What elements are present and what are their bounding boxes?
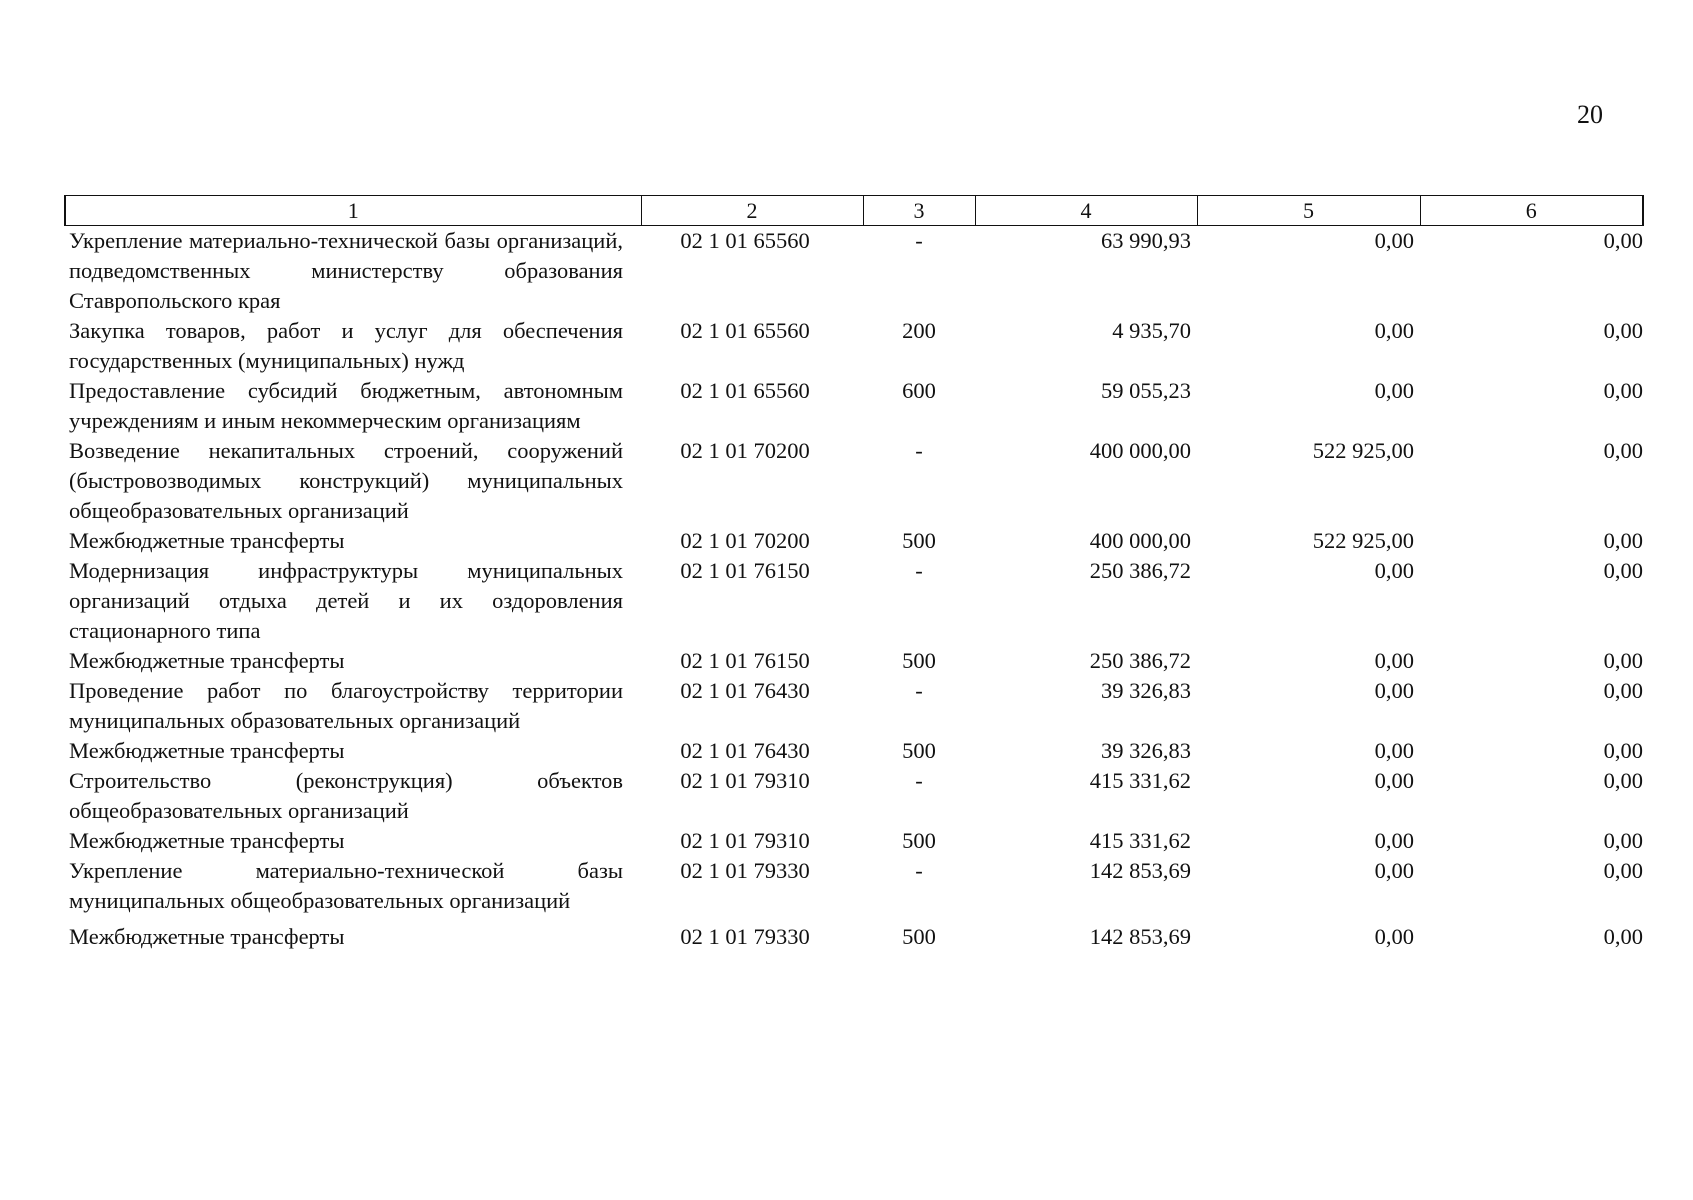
row-code: 02 1 01 70200: [680, 528, 810, 553]
row-name: Межбюджетные трансферты: [69, 528, 345, 553]
row-name: Укрепление материально-технической базы организаций, подведомственных министерству образования Ставропольского края: [69, 228, 623, 313]
row-value-6: 0,00: [1603, 678, 1643, 703]
column-header-2: 2: [641, 196, 863, 226]
row-value-5: 0,00: [1374, 924, 1414, 949]
row-name: Возведение некапитальных строений, сооружений (быстровозводимых конструкций) муниципальных общеобразовательных организаций: [69, 438, 623, 523]
row-name: Межбюджетные трансферты: [69, 648, 345, 673]
row-value-5: 0,00: [1374, 768, 1414, 793]
row-value-5: 0,00: [1374, 828, 1414, 853]
row-type: -: [915, 858, 923, 883]
row-type: 500: [902, 738, 936, 763]
row-value-6: 0,00: [1603, 924, 1643, 949]
row-value-5: 522 925,00: [1312, 528, 1414, 553]
header-row: [65, 196, 1643, 226]
row-code: 02 1 01 76430: [680, 678, 810, 703]
row-code: 02 1 01 79330: [680, 858, 810, 883]
table-row: [65, 646, 1643, 676]
row-code: 02 1 01 79310: [680, 768, 810, 793]
column-header-4: 4: [975, 196, 1197, 226]
row-code: 02 1 01 79310: [680, 828, 810, 853]
row-code: 02 1 01 65560: [680, 378, 810, 403]
row-name: Укрепление материально-технической базы муниципальных общеобразовательных организаций: [69, 858, 623, 913]
row-value-4: 415 331,62: [1089, 768, 1191, 793]
row-value-5: 522 925,00: [1312, 438, 1414, 463]
row-type: -: [915, 228, 923, 253]
row-value-6: 0,00: [1603, 648, 1643, 673]
row-type: 500: [902, 924, 936, 949]
row-name: Проведение работ по благоустройству территории муниципальных образовательных организаций: [69, 678, 623, 733]
row-code: 02 1 01 70200: [680, 438, 810, 463]
budget-table: [64, 195, 1644, 952]
table-row: [65, 856, 1643, 916]
table-row: [65, 316, 1643, 376]
row-code: 02 1 01 79330: [680, 924, 810, 949]
row-code: 02 1 01 76150: [680, 558, 810, 583]
page-number: 20: [1577, 100, 1603, 129]
table-row: [65, 376, 1643, 436]
table-row: [65, 826, 1643, 856]
row-value-4: 39 326,83: [1101, 738, 1191, 763]
table-header: [65, 196, 1643, 226]
row-value-4: 39 326,83: [1101, 678, 1191, 703]
row-name: Модернизация инфраструктуры муниципальных организаций отдыха детей и их оздоровления стационарного типа: [69, 558, 623, 643]
row-name: Межбюджетные трансферты: [69, 828, 345, 853]
row-value-6: 0,00: [1603, 768, 1643, 793]
row-type: 200: [902, 318, 936, 343]
row-type: -: [915, 678, 923, 703]
row-code: 02 1 01 65560: [680, 228, 810, 253]
row-name: Межбюджетные трансферты: [69, 924, 345, 949]
row-type: -: [915, 438, 923, 463]
row-value-6: 0,00: [1603, 378, 1643, 403]
row-code: 02 1 01 76430: [680, 738, 810, 763]
column-header-5: 5: [1197, 196, 1420, 226]
row-value-5: 0,00: [1374, 678, 1414, 703]
row-value-4: 250 386,72: [1089, 558, 1191, 583]
row-value-4: 400 000,00: [1089, 528, 1191, 553]
row-value-4: 400 000,00: [1089, 438, 1191, 463]
row-value-6: 0,00: [1603, 858, 1643, 883]
row-name: Строительство (реконструкция) объектов общеобразовательных организаций: [69, 768, 623, 823]
row-value-6: 0,00: [1603, 528, 1643, 553]
table-row: [65, 226, 1643, 317]
row-name: Закупка товаров, работ и услуг для обеспечения государственных (муниципальных) нужд: [69, 318, 623, 373]
row-value-4: 142 853,69: [1089, 924, 1191, 949]
table-row: [65, 736, 1643, 766]
table-row: [65, 766, 1643, 826]
row-type: 600: [902, 378, 936, 403]
row-code: 02 1 01 76150: [680, 648, 810, 673]
row-type: -: [915, 558, 923, 583]
row-type: 500: [902, 528, 936, 553]
table-body: [65, 226, 1643, 953]
row-value-5: 0,00: [1374, 228, 1414, 253]
row-value-5: 0,00: [1374, 738, 1414, 763]
table-row: [65, 436, 1643, 526]
column-header-6: 6: [1420, 196, 1643, 226]
row-value-6: 0,00: [1603, 228, 1643, 253]
row-code: 02 1 01 65560: [680, 318, 810, 343]
row-name: Предоставление субсидий бюджетным, автономным учреждениям и иным некоммерческим организациям: [69, 378, 623, 433]
column-header-1: 1: [65, 196, 641, 226]
row-value-4: 250 386,72: [1089, 648, 1191, 673]
row-value-6: 0,00: [1603, 438, 1643, 463]
row-type: -: [915, 768, 923, 793]
row-value-5: 0,00: [1374, 648, 1414, 673]
row-type: 500: [902, 828, 936, 853]
row-value-6: 0,00: [1603, 318, 1643, 343]
row-name: Межбюджетные трансферты: [69, 738, 345, 763]
row-value-6: 0,00: [1603, 828, 1643, 853]
table-row: [65, 916, 1643, 952]
row-value-5: 0,00: [1374, 378, 1414, 403]
row-value-4: 4 935,70: [1112, 318, 1191, 343]
row-value-6: 0,00: [1603, 558, 1643, 583]
column-header-3: 3: [863, 196, 975, 226]
table-row: [65, 526, 1643, 556]
row-type: 500: [902, 648, 936, 673]
row-value-4: 63 990,93: [1101, 228, 1191, 253]
row-value-5: 0,00: [1374, 558, 1414, 583]
table-row: [65, 556, 1643, 646]
table-row: [65, 676, 1643, 736]
row-value-4: 415 331,62: [1089, 828, 1191, 853]
row-value-6: 0,00: [1603, 738, 1643, 763]
row-value-5: 0,00: [1374, 318, 1414, 343]
row-value-4: 142 853,69: [1089, 858, 1191, 883]
row-value-4: 59 055,23: [1101, 378, 1191, 403]
row-value-5: 0,00: [1374, 858, 1414, 883]
